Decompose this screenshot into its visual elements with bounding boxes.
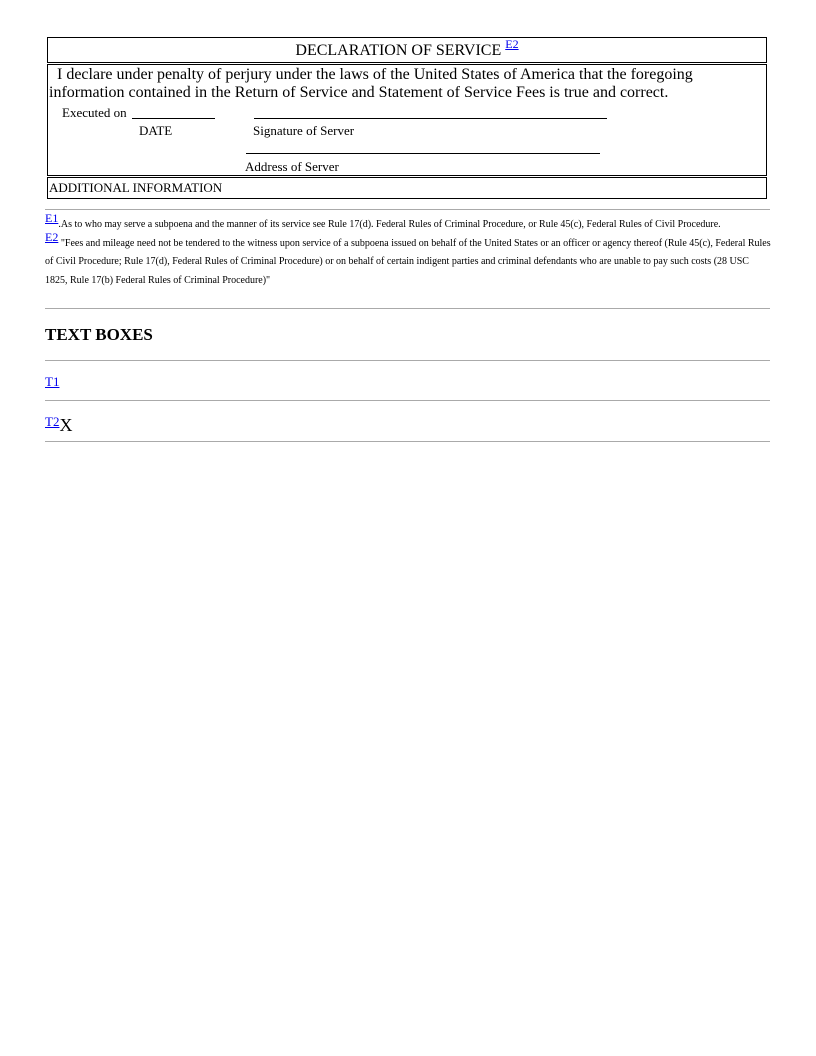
footnote-e1: $^{E1}$.As to who may serve a subpoena and the manner of its service see Rule 17(d). Federal Rules of Criminal Procedure, or Rule 45(c), Federal Rules of Civil Procedure. bbox=[45, 211, 721, 230]
text-box-value-t2: X bbox=[59, 415, 73, 435]
declaration-statement: I declare under penalty of perjury under the laws of the United States of America that the foregoing information contained in the Return of Service and Statement of Service Fees is true and correct. bbox=[49, 66, 693, 101]
declaration-title: DECLARATION OF SERVICE bbox=[295, 42, 502, 59]
footnote-link-e2-title[interactable]: E2 bbox=[505, 37, 519, 51]
divider bbox=[45, 441, 770, 442]
address-label: Address of Server bbox=[245, 159, 339, 174]
signature-line[interactable] bbox=[254, 118, 607, 119]
divider bbox=[45, 400, 770, 401]
divider bbox=[45, 308, 770, 309]
text-boxes-heading: TEXT BOXES bbox=[45, 325, 153, 344]
date-line[interactable] bbox=[132, 118, 215, 119]
additional-information-box bbox=[47, 177, 767, 199]
date-label: DATE bbox=[139, 123, 173, 138]
text-box-t1 bbox=[45, 370, 59, 391]
address-line[interactable] bbox=[246, 153, 600, 154]
text-box-t2 bbox=[45, 410, 73, 435]
text-box-link-t1[interactable]: T1 bbox=[45, 374, 60, 389]
divider bbox=[45, 209, 770, 210]
footnote-link-e2[interactable]: E2 bbox=[45, 229, 59, 244]
declaration-body-box bbox=[47, 64, 767, 176]
executed-on-label: Executed on bbox=[62, 105, 127, 120]
footnote-e2: $^{E2}$ "Fees and mileage need not be tendered to the witness upon service of a subpoena issued on behalf of the United States or an officer or agency thereof (Rule 45(c), Federal Rules of Civil Procedure; Rule 17(d), Federal Rules of Criminal Procedure) or on behalf of certain indigent parties and criminal defendants who are unable to pay such costs (28 USC 1825, Rule 17(b) Federal Rules of Criminal Procedure)" bbox=[45, 229, 771, 287]
text-box-link-t2[interactable]: T2 bbox=[45, 414, 60, 429]
declaration-title-box bbox=[47, 37, 767, 63]
footnote-link-e1[interactable]: E1 bbox=[45, 211, 59, 225]
signature-label: Signature of Server bbox=[253, 123, 355, 138]
divider bbox=[45, 360, 770, 361]
footnotes bbox=[45, 211, 773, 291]
additional-information-label: ADDITIONAL INFORMATION bbox=[49, 180, 223, 195]
